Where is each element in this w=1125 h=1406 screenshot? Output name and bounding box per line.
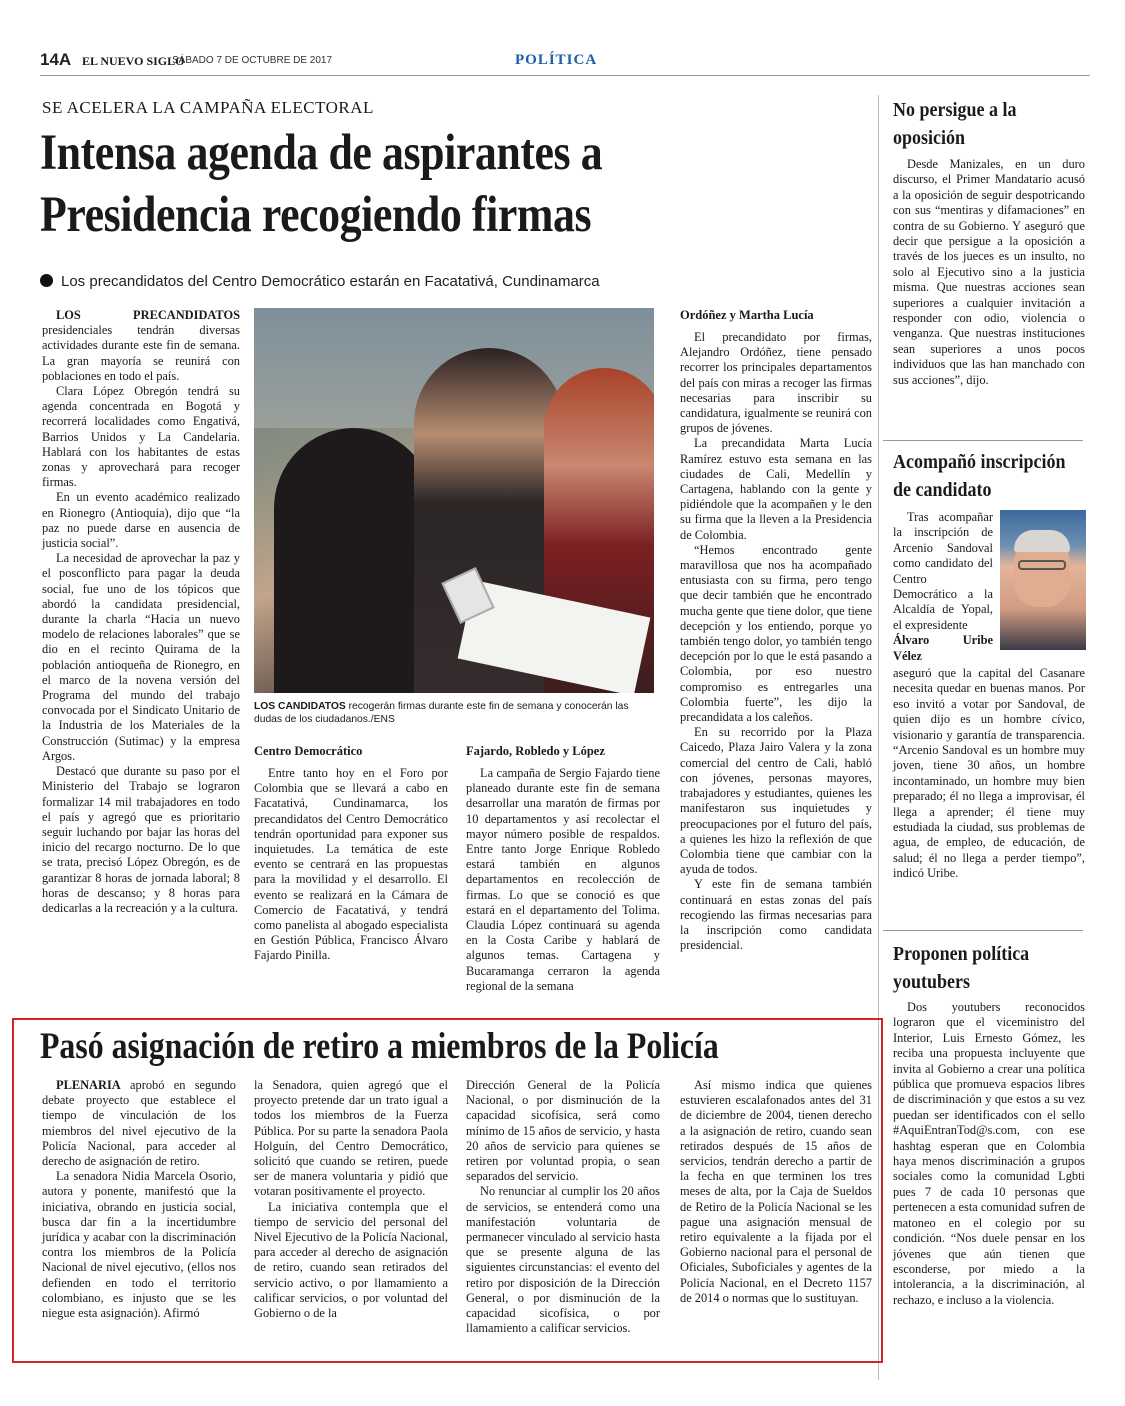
paragraph: Dos youtubers reconocidos lograron que el viceministro del Interior, Luis Ernesto Gómez, les reciba una propuesta incluyente que invita al Gobierno a crear una política pública que promueva espacios libres de discriminación y que estos a su vez puedan ser identificados con el sello #AquiEntranTod@s.com, con ese hashtag esperan que en Colombia haya menos discriminación a grupos sociales como la comunidad Lgbti pues 7 de cada 10 personas que pertenecen a esta comunidad sufren de matoneo en el colegio por su condición. “Nos duele pensar en los jóvenes que aún tienen que esconderse, por miedo a la intolerancia, a la discriminación, al rechazo, e incluso a la violencia. xyxy=(893,1000,1085,1307)
article-column-1 xyxy=(42,308,240,916)
highlight-name: Álvaro Uribe Vélez xyxy=(893,633,993,663)
portrait-glasses xyxy=(1018,560,1066,570)
paragraph: No renunciar al cumplir los 20 años de servicios, se entenderá como una manifestación voluntaria de permanecer vinculado al servicio hasta que se presente alguna de las siguientes circunstancias: el evento del retiro por disposición de la Dirección General, o por disminución de la capacidad sicofísica, o por llamamiento a calificar servicios. xyxy=(466,1184,660,1336)
sidebar-title: No persigue a la oposición xyxy=(893,99,1017,149)
paragraph: presidenciales tendrán diversas actividades durante este fin de semana. La gran mayoría se reunirá con poblaciones en todo el país. xyxy=(42,323,240,383)
lead-in: PLENARIA xyxy=(56,1078,121,1092)
column-heading: Ordóñez y Martha Lucía xyxy=(680,308,814,322)
section-name: POLÍTICA xyxy=(515,52,598,68)
header-rule xyxy=(40,75,1090,76)
sidebar-title: Acompañó inscripción de candidato xyxy=(893,451,1066,501)
issue-date: SÁBADO 7 DE OCTUBRE DE 2017 xyxy=(172,55,333,66)
article-photo xyxy=(254,308,654,693)
sidebar-separator xyxy=(883,440,1083,441)
photo-person xyxy=(274,428,434,693)
paragraph: Entre tanto hoy en el Foro por Colombia que se llevará a cabo en Facatativá, Cundinamarca, los precandidatos del Centro Democrático tendrán oportunidad para exponer sus inquietudes. La temática de este evento se centrará en las propuestas para la movilidad y el desarrollo. El evento se realizará en la Cámara de Comercio de Facatativá, y tendrá como panelista al abogado especialista en Gestión Pública, Francisco Álvaro Fajardo Pinilla. xyxy=(254,766,448,963)
boxed-story-headline: Pasó asignación de retiro a miembros de la Policía xyxy=(40,1026,719,1067)
paragraph: aprobó en segundo debate proyecto que establece el tiempo de vinculación de los miembros del nivel ejecutivo de la Policía Nacional, para acceder al derecho de asignación de retiro. xyxy=(42,1078,236,1169)
page-number: 14A xyxy=(40,50,72,69)
sidebar-separator xyxy=(883,930,1083,931)
paragraph: En su recorrido por la Plaza Caicedo, Plaza Jairo Valera y la zona comercial del centro de Cali, habló con jóvenes, personas mayores, trabajadores y estudiantes, quienes les manifestaron sus inquietudes y preocupaciones por el futuro del país, a quienes les hizo la reflexión de que Colombia tiene que cambiar con la ayuda de todos. xyxy=(680,725,872,877)
paragraph: El precandidato por firmas, Alejandro Ordóñez, tiene pensado recorrer los principales departamentos del país con miras a recoger las firmas necesarias para inscribir su candidatura, igualmente se reunirá con grupos de jóvenes. xyxy=(680,330,872,436)
article-kicker: SE ACELERA LA CAMPAÑA ELECTORAL xyxy=(42,98,374,117)
uribe-portrait xyxy=(1000,510,1086,650)
portrait-hair xyxy=(1014,530,1070,552)
lead-in: LOS PRECANDIDATOS xyxy=(56,308,240,322)
bullet-icon xyxy=(40,274,53,287)
boxed-column-3 xyxy=(466,1078,660,1336)
paragraph: Destacó que durante su paso por el Ministerio del Trabajo se lograron formalizar 14 mil trabajadores en todo el país y agregó que es prioritario seguir luchando por bajar las horas del inicio del recargo nocturno. De lo que se trata, precisó López Obregón, es de garantizar 8 horas de jornada laboral; 8 horas de descanso; y 8 horas para dedicarlas a la recreación y a la cultura. xyxy=(42,764,240,915)
paragraph: aseguró que la capital del Casanare necesita quedar en buenas manos. Por eso invitó a votar por Sandoval, de quien dijo es un hombre cívico, visionario y garantía de transparencia. “Arcenio Sandoval es un hombre muy joven, tiene 30 años, un hombre incontaminado, un hombre muy bien preparado; él no llega a improvisar, él llega a aprender; él tiene muy estudiada la ciudad, sus problemas de agua, de empleo, de educación, de salud; él no llega a perder tiempo”, indicó Uribe. xyxy=(893,666,1085,881)
paragraph: La senadora Nidia Marcela Osorio, autora y ponente, manifestó que la iniciativa, obrando en justicia social, busca dar fin a la incertidumbre jurídica y acabar con la discriminación contra los miembros de la Policía Nacional de nivel ejecutivo, (ellos nos defienden en todo el territorio colombiano, es injusto que se les niegue esta asignación). Afirmó xyxy=(42,1169,236,1321)
sidebar-story-1 xyxy=(893,157,1085,388)
article-headline: Intensa agenda de aspirantes a Presidencia recogiendo firmas xyxy=(40,125,603,244)
sidebar-title: Proponen política youtubers xyxy=(893,943,1030,993)
column-heading: Fajardo, Robledo y López xyxy=(466,744,605,758)
paragraph: la Senadora, quien agregó que el proyecto pretende dar un trato igual a todos los miembros de la Fuerza Pública. Por su parte la senadora Paola Holguín, del Centro Democrático, solicitó que cuando se retiren, puede ser de manera voluntaria y pidió que votaran positivamente el proyecto. xyxy=(254,1078,448,1199)
boxed-column-4 xyxy=(680,1078,872,1306)
photo-caption xyxy=(254,700,654,726)
caption-lead: LOS CANDIDATOS xyxy=(254,701,346,712)
paragraph: Desde Manizales, en un duro discurso, el Primer Mandatario acusó a la oposición de seguir despotricando con sus “mentiras y difamaciones” en contra de su Gobierno. Y aseguró que decir que persigue a la oposición a través de los jueces es un insulto, no solo al Ejecutivo sino a la justicia misma. Que nuestras acciones sean superiores a cualquier invitación a responder con odio, violencia o venganza. Que nuestras instituciones sean superiores a unos pocos individuos que las han manchado con sus acciones”, dijo. xyxy=(893,157,1085,387)
sidebar-story-2-wrap xyxy=(893,510,993,664)
sidebar-story-3 xyxy=(893,1000,1085,1308)
paragraph: La necesidad de aprovechar la paz y el posconflicto para pagar la deuda social, fue uno de los tópicos que abordó la candidata presidencial, durante la charla “Hacia un nuevo modelo de relaciones laborales” que se dio en el recinto Quirama de la población antioqueña de Rionegro, en el marco de la novena versión del Programa del mundo del trabajo convocada por el Sindicato Unitario de la Industria de los Materiales de la Construcción (Sutimac) y la empresa Argos. xyxy=(42,551,240,763)
paragraph: La precandidata Marta Lucía Ramírez estuvo esta semana en las ciudades de Cali, Medellín y Cartagena, hablando con la gente y pidiéndole que la acompañen y le den su firma que la lleven a la Presidencia de Colombia. xyxy=(680,436,872,542)
page-header xyxy=(40,50,1090,74)
column-heading: Centro Democrático xyxy=(254,744,363,758)
article-column-3 xyxy=(466,766,660,994)
paragraph: Clara López Obregón tendrá su agenda concentrada en Bogotá y recorrerá localidades como Engativá, Barrios Unidos y La Candelaria. Hablará con los habitantes de estas zonas y aprovechará para recoger firmas. xyxy=(42,384,240,490)
paragraph: “Hemos encontrado gente maravillosa que nos ha acompañado entusiasta con su firma, pero tengo que decir también que he encontrado mucha gente que tiene dolor, que tiene decepción y los entiendo, porque yo también tengo dolor, yo también tengo decepción por lo que le está pasando a Colombia, por eso nuestro compromiso es entregarles una Colombia fuerte”, les dijo la precandidata a los caleños. xyxy=(680,542,872,725)
paragraph: En un evento académico realizado en Rionegro (Antioquia), dijo que “la paz no puede darse en ausencia de justicia social”. xyxy=(42,490,240,551)
paragraph: La campaña de Sergio Fajardo tiene planeado durante este fin de semana desarrollar una maratón de firmas por 10 departamentos y así recolectar el mayor número posible de respaldos. Entre tanto Jorge Enrique Robledo estará también en algunos departamentos en recolección de firmas. Lo que se conoció es que estará en el departamento del Tolima. Claudia López continuará su agenda en la Costa Caribe y hablará de algunos temas. Cartagena y Bucaramanga cerraron la agenda regional de la semana xyxy=(466,766,660,993)
paragraph: Así mismo indica que quienes estuvieren escalafonados antes del 31 de diciembre de 2004, tienen derecho a la asignación de retiro, cuando sean retirados después de 15 años de servicios, tendrán derecho a partir de la fecha en que terminen los tres meses de alta, por la Caja de Sueldos de Retiro de la Policía Nacional se les pague una asignación mensual de retiro equivalente a la fijada por el Gobierno nacional para el personal de Oficiales, Suboficiales y agentes de la Policía Nacional, en el Decreto 1157 de 2014 o normas que lo sustituyan. xyxy=(680,1078,872,1305)
caption-text: recogerán firmas durante este fin de semana y conocerán las dudas de los ciudadanos./ENS xyxy=(254,701,629,725)
article-column-2 xyxy=(254,766,448,964)
paragraph: Tras acompañar la inscripción de Arcenio Sandoval como candidato del Centro Democrático a la Alcaldía de Yopal, el expresidente xyxy=(893,510,993,632)
boxed-column-1 xyxy=(42,1078,236,1321)
subhead-text: Los precandidatos del Centro Democrático estarán en Facatativá, Cundinamarca xyxy=(61,273,600,290)
article-column-4 xyxy=(680,330,872,953)
paragraph: Y este fin de semana también continuará en estas zonas del país recogiendo las firmas necesarias para la inscripción como candidata presidencial. xyxy=(680,877,872,953)
paragraph: Dirección General de la Policía Nacional, o por disminución de la capacidad sicofísica, será como mínimo de 15 años de servicio, y hasta 20 años de servicio para quienes se retiren por voluntad propia, o sean separados del servicio. xyxy=(466,1078,660,1184)
boxed-column-2 xyxy=(254,1078,448,1321)
newspaper-name: EL NUEVO SIGLO xyxy=(82,54,185,68)
paragraph: La iniciativa contempla que el tiempo de servicio del personal del Nivel Ejecutivo de la Policía Nacional, para acceder al derecho de asignación de retiro, cuando sean retirados del servicio activo, o por llamamiento a calificar servicios, o por voluntad del Gobierno o de la xyxy=(254,1199,448,1321)
sidebar-story-2 xyxy=(893,666,1085,882)
article-subhead xyxy=(40,273,600,290)
